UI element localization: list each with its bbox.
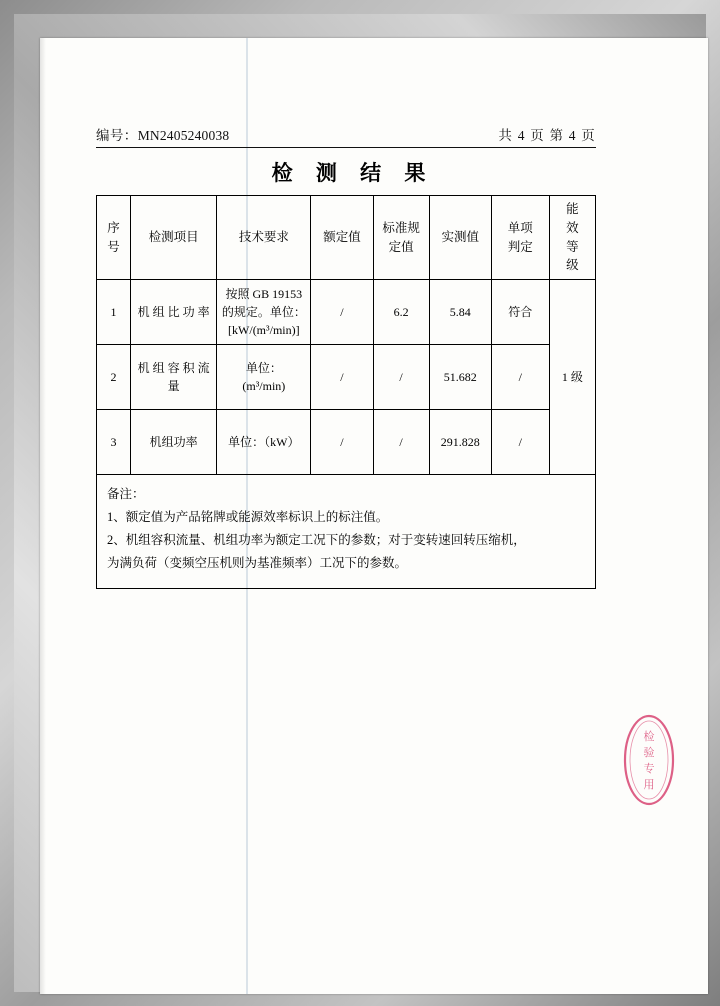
page-title: 检 测 结 果 xyxy=(271,161,435,185)
col-header-grade xyxy=(549,196,595,280)
row3-measured: 291.828 xyxy=(429,410,491,475)
document-content xyxy=(96,124,596,589)
col-header-no-line2: 号 xyxy=(107,239,120,254)
table-header-row xyxy=(97,196,596,280)
row1-requirement-line3: [kW/(m³/min)] xyxy=(228,323,300,337)
col-header-rated: 额定值 xyxy=(311,196,373,280)
col-header-grade-line2: 效 xyxy=(566,220,579,235)
row1-requirement xyxy=(217,280,311,345)
col-header-requirement: 技术要求 xyxy=(217,196,311,280)
row2-requirement xyxy=(217,345,311,410)
row3-requirement xyxy=(217,410,311,475)
doc-number-label: 编号： xyxy=(96,128,138,143)
notes-line-2: 2、机组容积流量、机组功率为额定工况下的参数；对于变转速回转压缩机， xyxy=(107,533,526,548)
row1-requirement-line1: 按照 GB 19153 xyxy=(225,287,303,301)
col-header-standard-line1: 标准规 xyxy=(382,220,420,235)
document-page xyxy=(40,38,708,994)
row2-no: 2 xyxy=(97,345,131,410)
row1-no: 1 xyxy=(97,280,131,345)
col-header-no-line1: 序 xyxy=(107,220,120,235)
row1-measured: 5.84 xyxy=(429,280,491,345)
page-info: 共 4 页 第 4 页 xyxy=(498,128,596,143)
row2-item: 机 组 容 积 流 量 xyxy=(131,345,217,410)
row1-standard: 6.2 xyxy=(373,280,429,345)
notes-section xyxy=(96,475,596,589)
col-header-grade-line3: 等 xyxy=(566,239,579,254)
col-header-standard xyxy=(373,196,429,280)
notes-line-3: 为满负荷（变频空压机则为基准频率）工况下的参数。 xyxy=(107,556,408,571)
row1-requirement-line2: 的规定。单位： xyxy=(221,305,306,319)
scan-border-inner xyxy=(14,14,706,992)
row3-no: 3 xyxy=(97,410,131,475)
svg-text:检: 检 xyxy=(643,731,655,743)
col-header-no xyxy=(97,196,131,280)
col-header-standard-line2: 定值 xyxy=(388,239,414,254)
col-header-item: 检测项目 xyxy=(131,196,217,280)
notes-title: 备注： xyxy=(107,487,145,501)
col-header-grade-line4: 级 xyxy=(566,258,579,273)
row2-requirement-line1: 单位： xyxy=(245,361,282,375)
row3-item: 机组功率 xyxy=(131,410,217,475)
col-header-judgement-line2: 判定 xyxy=(507,239,533,254)
row1-rated: / xyxy=(311,280,373,345)
scan-edge-shadow xyxy=(40,38,46,994)
svg-text:专: 专 xyxy=(643,763,655,775)
svg-text:验: 验 xyxy=(643,747,655,759)
inspection-seal-icon xyxy=(614,712,684,808)
row2-standard: / xyxy=(373,345,429,410)
row2-rated: / xyxy=(311,345,373,410)
table-row xyxy=(97,410,596,475)
results-table xyxy=(96,195,596,475)
col-header-measured: 实测值 xyxy=(429,196,491,280)
doc-number-value: MN2405240038 xyxy=(137,128,230,143)
notes-line-1: 1、额定值为产品铭牌或能源效率标识上的标注值。 xyxy=(107,510,389,525)
row3-rated: / xyxy=(311,410,373,475)
row2-measured: 51.682 xyxy=(429,345,491,410)
row2-judgement: / xyxy=(491,345,549,410)
grade-value: 1 级 xyxy=(549,280,595,475)
row3-standard: / xyxy=(373,410,429,475)
col-header-judgement-line1: 单项 xyxy=(507,220,533,235)
row3-judgement: / xyxy=(491,410,549,475)
table-row xyxy=(97,345,596,410)
col-header-judgement xyxy=(491,196,549,280)
row1-item: 机 组 比 功 率 xyxy=(131,280,217,345)
table-row xyxy=(97,280,596,345)
doc-number xyxy=(96,124,229,144)
row3-requirement-line1: 单位：（kW） xyxy=(228,435,300,449)
row1-judgement: 符合 xyxy=(491,280,549,345)
document-header xyxy=(96,124,596,148)
svg-text:用: 用 xyxy=(643,779,655,791)
row2-requirement-line2: (m³/min) xyxy=(242,379,286,393)
col-header-grade-line1: 能 xyxy=(566,202,579,216)
